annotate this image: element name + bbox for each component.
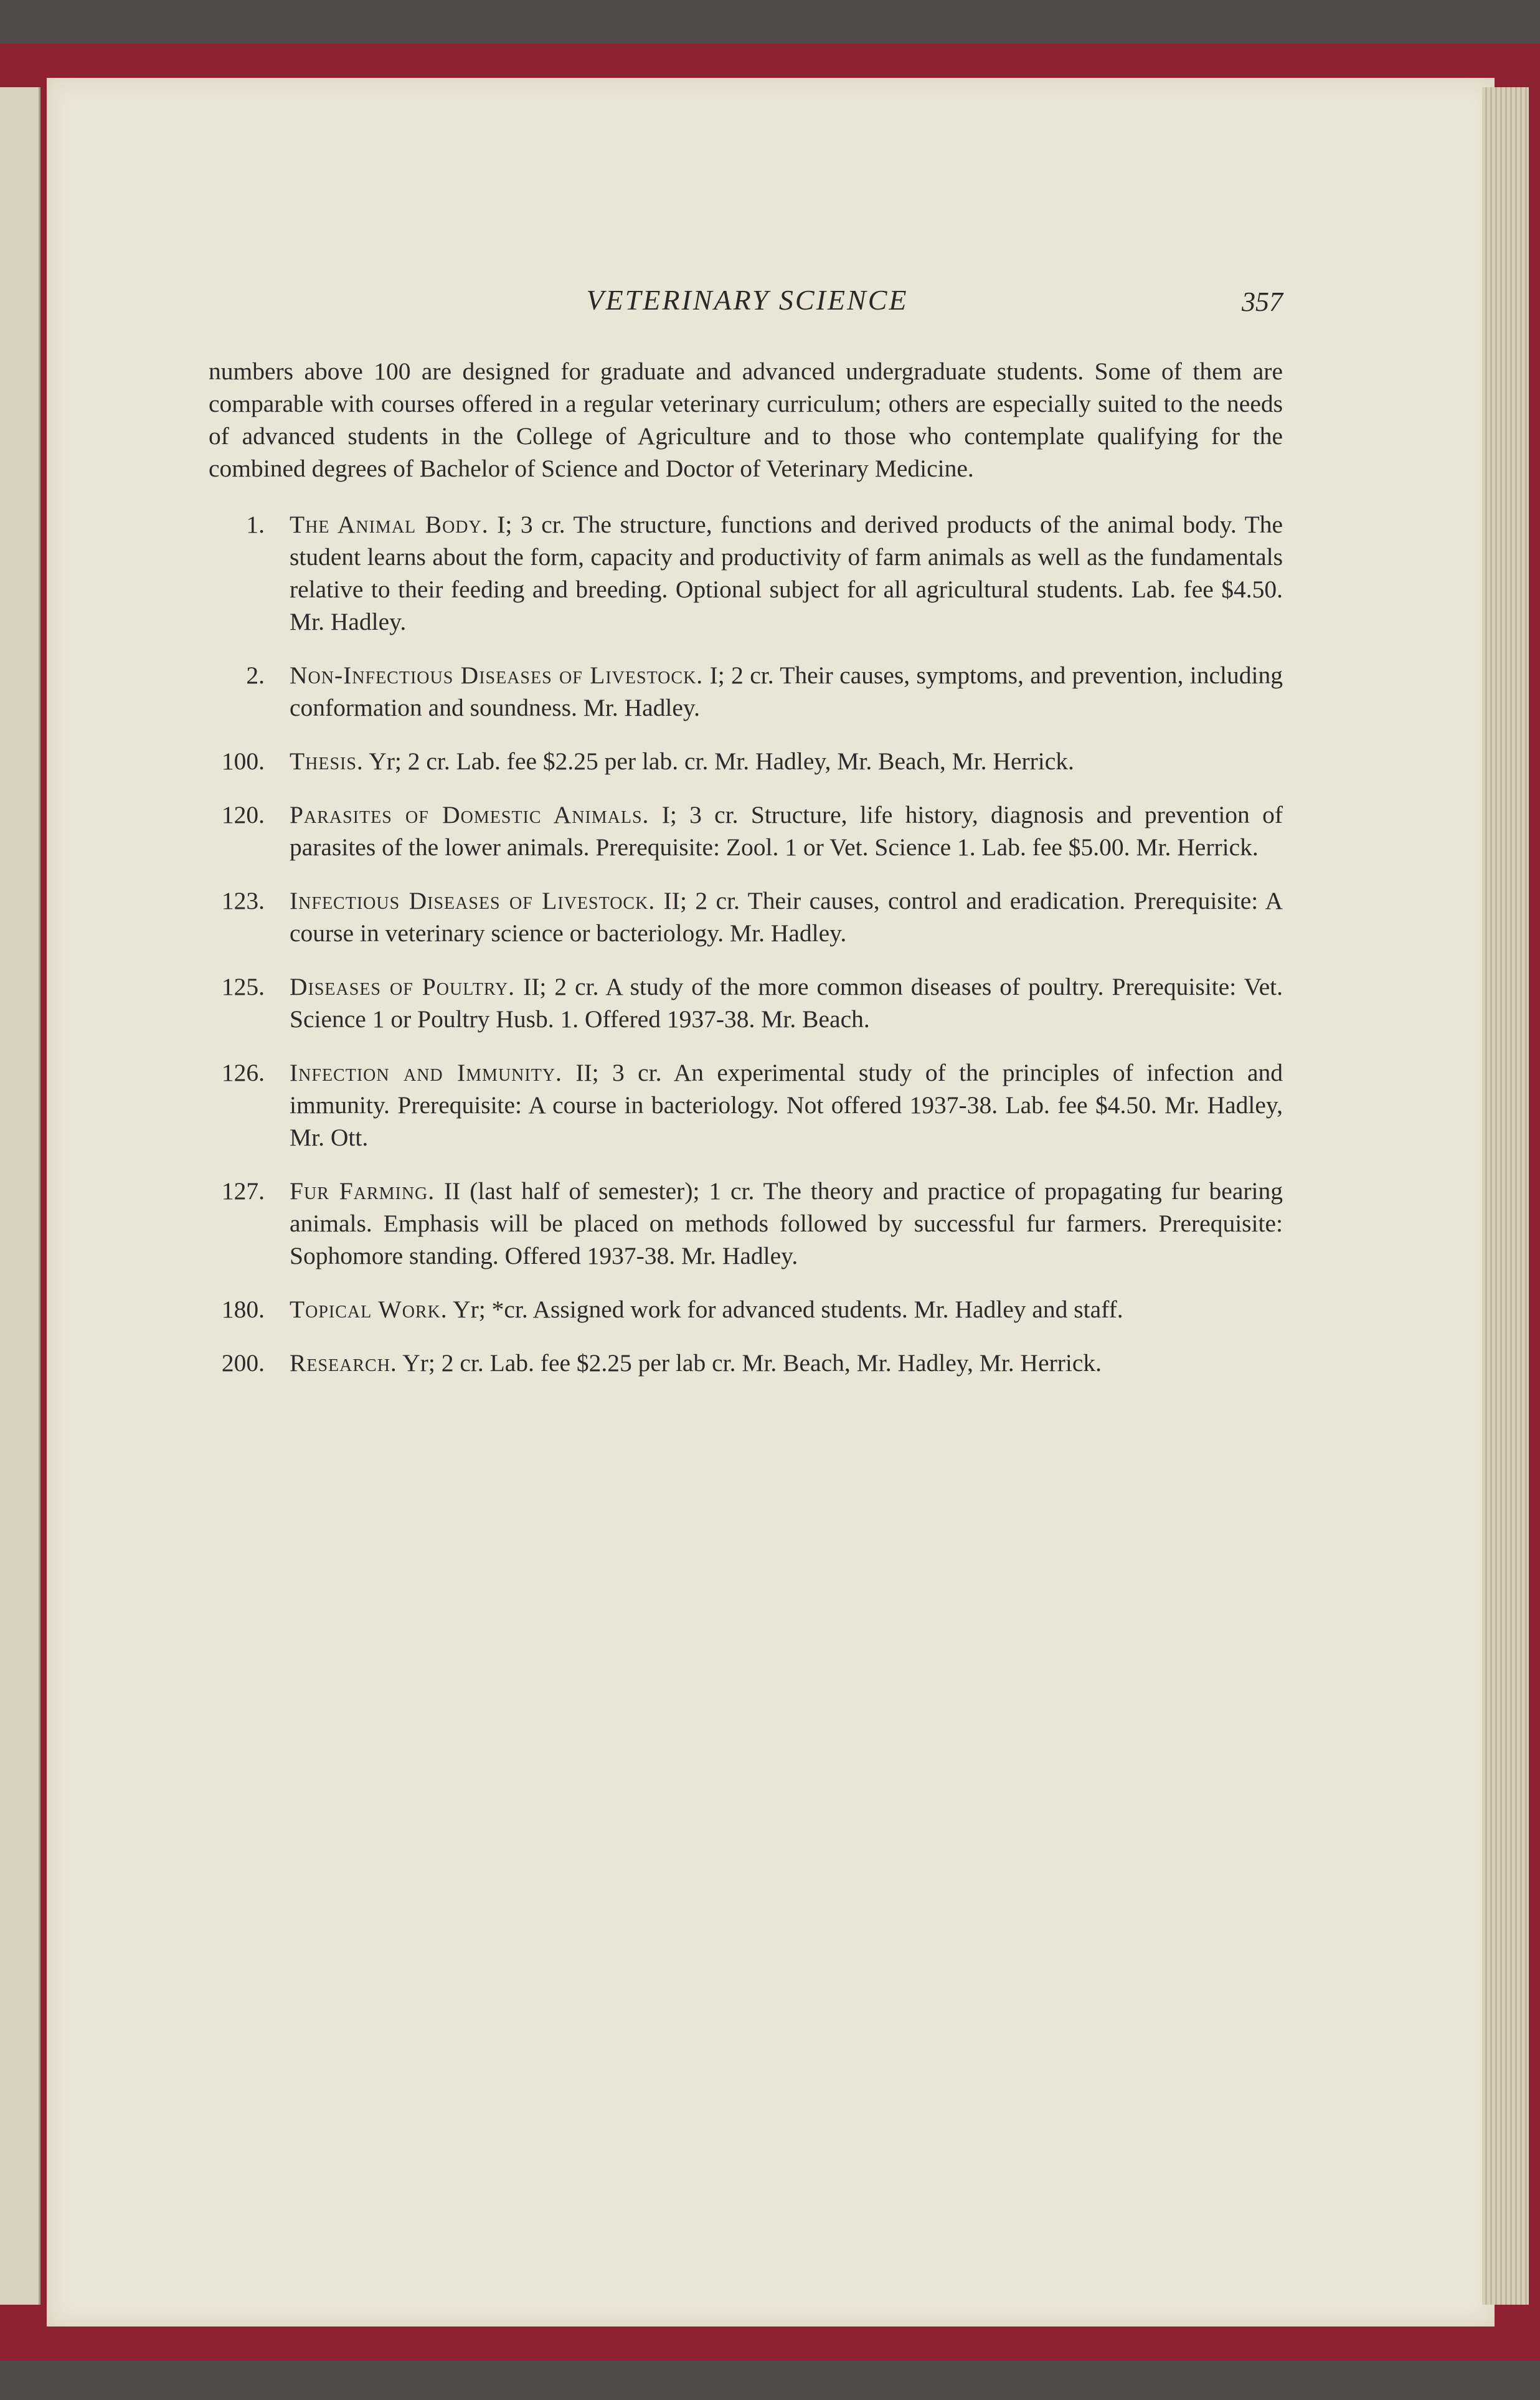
- page-body: [209, 355, 1283, 1400]
- course-number: 180.: [221, 1296, 265, 1323]
- course-title: Infectious Diseases of Livestock.: [290, 887, 656, 914]
- course-title: Infection and Immunity.: [290, 1059, 562, 1086]
- course-title: Topical Work.: [290, 1296, 448, 1323]
- course-number: 126.: [221, 1059, 265, 1086]
- course-number: 100.: [221, 747, 265, 775]
- course-entry-120: [209, 799, 1283, 863]
- page-fore-edge: [1482, 87, 1529, 2305]
- course-number: 123.: [221, 887, 265, 914]
- course-title: Research.: [290, 1349, 397, 1377]
- course-entry-125: [209, 970, 1283, 1035]
- running-head-title: VETERINARY SCIENCE: [586, 284, 909, 316]
- course-number: 2.: [246, 662, 265, 689]
- course-description: II; 2 cr. A study of the more common diseases of poultry. Prerequisite: Vet. Science 1 or Poultry Husb. 1. Offered 1937-38. Mr. Beach.: [290, 973, 1283, 1033]
- course-title: Diseases of Poultry.: [290, 973, 516, 1000]
- course-number: 1.: [246, 511, 265, 538]
- course-entry-126: [209, 1056, 1283, 1154]
- course-entry-180: [209, 1293, 1283, 1326]
- course-number: 120.: [221, 801, 265, 828]
- facing-page-edge: [0, 87, 40, 2305]
- course-description: II; 2 cr. Their causes, control and eradication. Prerequisite: A course in veterinary science or bacteriology. Mr. Hadley.: [290, 887, 1283, 947]
- course-entry-200: [209, 1347, 1283, 1379]
- course-description: Yr; 2 cr. Lab. fee $2.25 per lab cr. Mr. Beach, Mr. Hadley, Mr. Herrick.: [402, 1349, 1102, 1377]
- course-description: I; 2 cr. Their causes, symptoms, and prevention, including conformation and soundness. Mr. Hadley.: [290, 662, 1283, 721]
- course-description: Yr; 2 cr. Lab. fee $2.25 per lab. cr. Mr. Hadley, Mr. Beach, Mr. Herrick.: [369, 747, 1074, 775]
- course-entry-127: [209, 1175, 1283, 1272]
- course-title: The Animal Body.: [290, 511, 489, 538]
- course-entry-100: [209, 745, 1283, 777]
- course-number: 125.: [221, 973, 265, 1000]
- course-description: I; 3 cr. Structure, life history, diagnosis and prevention of parasites of the lower animals. Prerequisite: Zool. 1 or Vet. Science 1. Lab. fee $5.00. Mr. Herrick.: [290, 801, 1283, 861]
- course-description: Yr; *cr. Assigned work for advanced students. Mr. Hadley and staff.: [453, 1296, 1123, 1323]
- intro-paragraph: numbers above 100 are designed for graduate and advanced undergraduate students. Some of them are comparable with courses offered in a regular veterinary curriculum; others are especially suited to the needs of advanced students in the College of Agriculture and to those who contemplate qualifying for the combined degrees of Bachelor of Science and Doctor of Veterinary Medicine.: [209, 358, 1283, 482]
- course-description: I; 3 cr. The structure, functions and derived products of the animal body. The student learns about the form, capacity and productivity of farm animals as well as the fundamentals relative to their feeding and breeding. Optional subject for all agricultural students. Lab. fee $4.50. Mr. Hadley.: [290, 511, 1283, 635]
- course-entry-2: [209, 659, 1283, 724]
- course-entry-123: [209, 885, 1283, 949]
- course-entry-1: [209, 508, 1283, 638]
- running-head: [212, 283, 1283, 321]
- course-description: II; 3 cr. An experimental study of the principles of infection and immunity. Prerequisite: A course in bacteriology. Not offered 1937-38. Lab. fee $4.50. Mr. Hadley, Mr. Ott.: [290, 1059, 1283, 1151]
- course-title: Parasites of Domestic Animals.: [290, 801, 650, 828]
- course-description: II (last half of semester); 1 cr. The theory and practice of propagating fur bearing animals. Emphasis will be placed on methods followed by successful fur farmers. Prerequisite: Sophomore standing. Offered 1937-38. Mr. Hadley.: [290, 1177, 1283, 1269]
- course-title: Fur Farming.: [290, 1177, 435, 1205]
- course-title: Non-Infectious Diseases of Livestock.: [290, 662, 704, 689]
- page-number: 357: [1242, 287, 1283, 317]
- course-number: 200.: [221, 1349, 265, 1377]
- course-number: 127.: [221, 1177, 265, 1205]
- course-title: Thesis.: [290, 747, 364, 775]
